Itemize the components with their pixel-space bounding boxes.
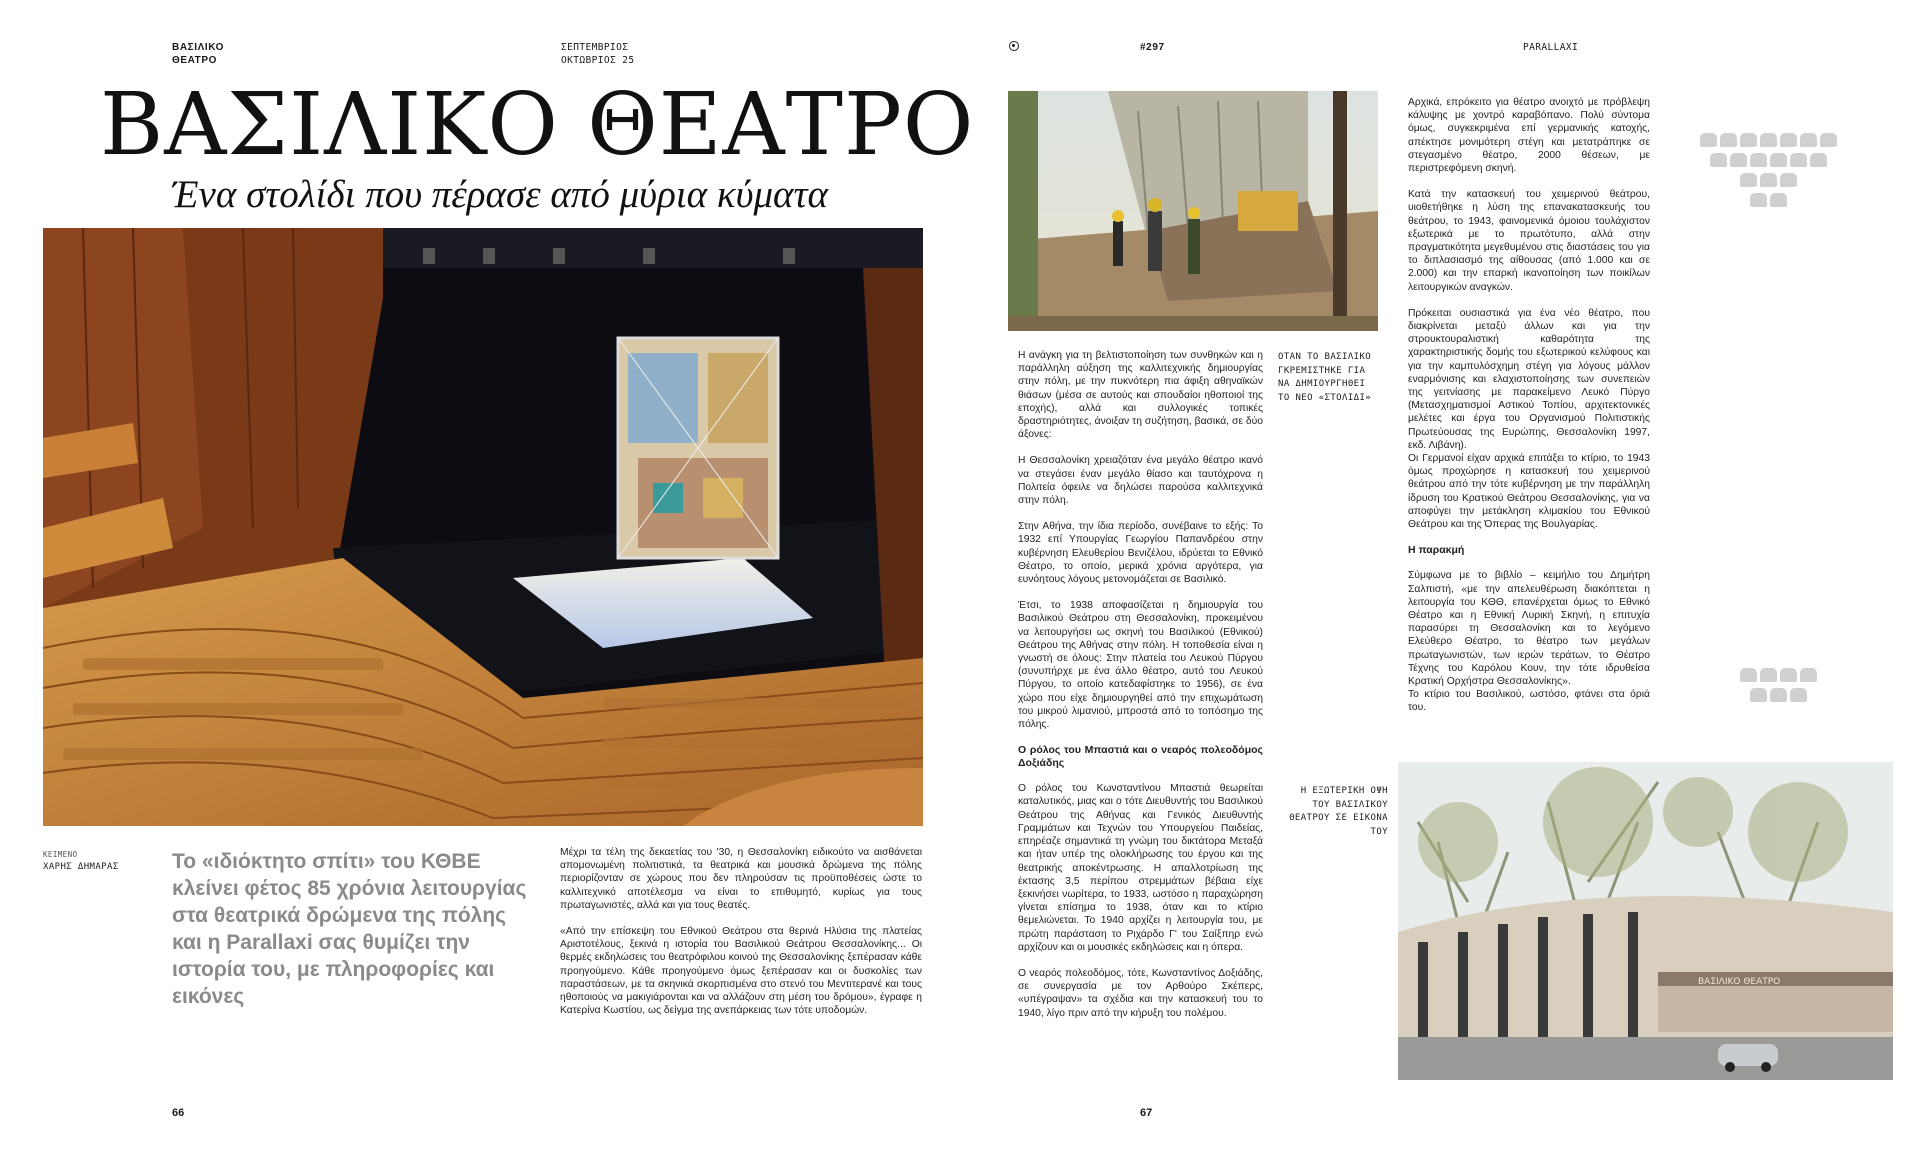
section-heading: Ο ρόλος του Μπαστιά και ο νεαρός πολεοδόμος Δοξιάδης bbox=[1018, 744, 1263, 770]
body-paragraph: Αρχικά, επρόκειτο για θέατρο ανοιχτό με πρόβλεψη κάλυψης με χοντρό καραβόπανο. Πολύ σύντομα όμως, συγκεκριμένα επί γερμανικής κατοχής, απέκτησε μονιμότερη στέγη και μετατράπηκε σε στεγασμένο θέατρο, 2000 θέσεων, με περιστρεφόμενη σκηνή. bbox=[1408, 97, 1650, 175]
caption-demolition: ΟΤΑΝ ΤΟ ΒΑΣΙΛΙΚΟ ΓΚΡΕΜΙΣΤΗΚΕ ΓΙΑ ΝΑ ΔΗΜΙΟΥΡΓΗΘΕΙ ΤΟ ΝΕΟ «ΣΤΟΛΙΔΙ» bbox=[1278, 352, 1372, 403]
body-paragraph: Μέχρι τα τέλη της δεκαετίας του '30, η Θεσσαλονίκη ειδικούτο να αισθάνεται απομονωμένη πολιτιστικά, τα θεατρικά και μουσικά δρώμενα της πόλης περιορίζονταν σε χώρους που δεν πληρούσαν τις προϋποθέσεις ώστε το καλλιτεχνικό αποτέλεσμα να είναι το επιθυμητό, κυρίως για τους πρωταγωνιστές, αλλά και για τους θεατές. bbox=[560, 847, 922, 911]
body-paragraph: Έτσι, το 1938 αποφασίζεται η δημιουργία του Βασιλικού Θεάτρου στη Θεσσαλονίκη, προκειμένου να λειτουργήσει ως σκηνή του Βασιλικού (Εθνικού) Θεάτρου της Αθήνας στην πόλη. Η τοποθεσία είναι η γνωστή σε όλους: Στην πλατεία του Λευκού Πύργου (συνυπήρχε με ένα άλλο θέατρο, αυτό του Λευκού Πύργου, το οποίο κατεδαφίστηκε το 1956), σε ένα χώρο που είχε δημιουργηθεί από την επιχωμάτωση του μικρού λιμανιού, μπροστά από το τοπόσημο της πόλης. bbox=[1018, 600, 1263, 731]
left-body-column bbox=[560, 846, 922, 1030]
theater-interior-photo bbox=[43, 228, 923, 826]
right-body-column-1 bbox=[1018, 349, 1263, 1033]
credit-name: ΧΑΡΗΣ ΔΗΜΑΡΑΣ bbox=[43, 862, 119, 872]
theater-exterior-photo bbox=[1398, 762, 1893, 1080]
brand-name: PARALLAXI bbox=[1523, 42, 1579, 53]
demolition-photo bbox=[1008, 91, 1378, 331]
section-label-line1: ΒΑΣΙΛΙΚΟ bbox=[172, 42, 225, 53]
page-subtitle: Ένα στολίδι που πέρασε από μύρια κύματα bbox=[172, 173, 828, 216]
body-paragraph: Η Θεσσαλονίκη χρειαζόταν ένα μεγάλο θέατρο ικανό να στεγάσει έναν μεγάλο θίασο και ταυτόχρονα η Πολιτεία όφειλε να δηλώσει παρούσα καλλιτεχνικά στην πόλη. bbox=[1018, 455, 1263, 507]
issue-date-line2: ΟΚΤΩΒΡΙΟΣ 25 bbox=[561, 55, 635, 66]
lead-paragraph: Το «ιδιόκτητο σπίτι» του ΚΘΒΕ κλείνει φέτος 85 χρόνια λειτουργίας στα θεατρικά δρώμενα της πόλης και η Parallaxi σας θυμίζει την ιστορία του, με πληροφορίες και εικόνες bbox=[172, 850, 527, 1008]
body-paragraph: Σύμφωνα με το βιβλίο – κειμήλιο του Δημήτρη Σαλπιστή, «με την απελευθέρωση διακόπτεται η λειτουργία του ΚΘΘ, επανέρχεται όμως το Εθνικό Θέατρο και η Εθνική Λυρική Σκηνή, η επιτυχία παρασύρει τη Θεσσαλονίκη και το λεγόμενο Ελεύθερο Θέατρο, το θέατρο των μεγάλων πρωταγωνιστών, των ιερών τεράτων, το Θέατρο Τέχνης του Καρόλου Κουν, την τότε ιδρυθείσα Κρατική Ορχήστρα Θεσσαλονίκης». Το κτίριο του Βασιλικού, ωστόσο, φτάνει στα όριά του. bbox=[1408, 570, 1650, 714]
body-paragraph: «Από την επίσκεψη του Εθνικού Θεάτρου στα θερινά Ηλύσια της πλατείας Αριστοτέλους, ξεκινά η ιστορία του Βασιλικού Θεάτρου Θεσσαλονίκης... Οι θερμές εκδηλώσεις του θεατρόφιλου κοινού της Θεσσαλονίκης ξεπέρασαν κάθε προηγούμενο. Κάθε προηγούμενο όμως ξεπέρασαν και οι δυσκολίες των παραστάσεων, με τα σκηνικά σκορπισμένα στο στενό του Μεντιτερανέ και τους ηθοποιούς να μακιγιάρονται και να αλλάζουν στη μέση του δρόμου», έγραφε η Κατερίνα Κωστίου, ως δείγμα της ανεπάρκειας των τότε υποδομών. bbox=[560, 926, 922, 1017]
issue-date bbox=[561, 41, 634, 67]
body-paragraph: Η ανάγκη για τη βελτιστοποίηση των συνθηκών και η παράλληλη αύξηση της καλλιτεχνικής δημιουργίας στην πόλη, με την πυκνότερη πια άφιξη αθηναϊκών θιάσων (μέσα σε αυτούς και σπουδαίοι ηθοποιοί της εποχής), αλλά και συλλογικές τοπικές δραστηριότητες, άνοιξαν τη συζήτηση, βασικά, σε δύο άξονες: bbox=[1018, 350, 1263, 441]
section-heading: Η παρακμή bbox=[1408, 544, 1465, 557]
page-title: ΒΑΣΙΛΙΚΟ ΘΕΑΤΡΟ bbox=[100, 75, 975, 175]
circle-bullet-icon bbox=[1009, 41, 1019, 51]
body-paragraph: Κατά την κατασκευή του χειμερινού θεάτρου, υιοθετήθηκε η λύση της επανακατασκευής του θεάτρου, το 1943, φαινομενικά όμοιου τουλάχιστον εξωτερικά με το πρωτότυπο, αλλά στην πραγματικότητα μεγεθυμένου στις διαστάσεις του για το διπλασιασμό της αίθουσας (από 1.000 και σε 2.000) και την επαρκή ικανοποίηση των ποικίλων λειτουργικών αναγκών. bbox=[1408, 189, 1650, 293]
page-number-left: 66 bbox=[172, 1107, 185, 1119]
body-paragraph: Ο ρόλος του Κωνσταντίνου Μπαστιά θεωρείται καταλυτικός, μιας και ο τότε Διευθυντής του Βασιλικού Θεάτρου της Αθήνας και Γενικός Διευθυντής Γραμμάτων και Τεχνών του Υπουργείου Παιδείας, επηρέαζε σημαντικά τη γνώμη του δικτάτορα Μεταξά και ήταν υπέρ της ολοκλήρωσης του έργου και της θεατρικής αποκέντρωσης. Η απαλλοτρίωση της έκτασης 3,5 περίπου στρεμμάτων βέβαια είχε ξεκινήσει νωρίτερα, το 1933, ωστόσο η παραχώρηση γίνεται επίσημα το 1938, όταν και το κτίριο θεμελιώνεται. Το 1940 αρχίζει η λειτουργία του, με πρώτη παράσταση το Ριχάρδο Γ' του Σαίξπηρ ενώ αρχίζουν και οι μουσικές εκδηλώσεις και η όπερα. bbox=[1018, 783, 1263, 953]
section-label-line2: ΘΕΑΤΡΟ bbox=[172, 55, 217, 66]
issue-date-line1: ΣΕΠΤΕΜΒΡΙΟΣ bbox=[561, 42, 629, 53]
theater-seats-small-icon bbox=[1740, 668, 1830, 708]
body-paragraph: Πρόκειται ουσιαστικά για ένα νέο θέατρο, που διακρίνεται μεταξύ άλλων και για την στρουκτουραλιστική καθαρότητα της χαρακτηριστικής δομής του εξωτερικού κελύφους και για την καμπυλόσχημη στέγη για λόγους μάλλον εναρμόνισης και ελαχιστοποίησης των συνεπειών της γειτνίασης με παρακείμενο Λευκό Πύργο (Μετασχηματισμοί Αστικού Τοπίου, αρχιτεκτονικές μελέτες και έργα του Οργανισμού Πολιτιστικής Πρωτεύουσας της Ευρώπης, Θεσσαλονίκη 1997, εκδ. Λιβάνη). Οι Γερμανοί είχαν αρχικά επιτάξει το κτίριο, το 1943 όμως προχώρησε η κατασκευή του χειμερινού θεάτρου από την τότε κυβέρνηση με την παράλληλη ίδρυση του Κρατικού Θεάτρου Θεσσαλονίκης, για να αποφύγει την μετάκληση κλιμακίου του Εθνικού Θεάτρου και της Όπερας της Βουλγαρίας. bbox=[1408, 307, 1650, 531]
section-label bbox=[172, 41, 224, 67]
body-paragraph: Ο νεαρός πολεοδόμος, τότε, Κωνσταντίνος Δοξιάδης, σε συνεργασία με τον Αρθούρο Σκέπερς, «υπέγραψαν» τα σχέδια και την κατασκευή του το 1940, λίγο πριν από την κήρυξη του πολέμου. bbox=[1018, 967, 1263, 1019]
body-paragraph: Στην Αθήνα, την ίδια περίοδο, συνέβαινε το εξής: Το 1932 επί Υπουργίας Γεωργίου Παπανδρέου στην κυβέρνηση Ελευθερίου Βενιζέλου, ιδρύεται το Εθνικό Θέατρο, το οποίο, μερικά χρόνια αργότερα, για ευνόητους λόγους μετονομάζεται σε Βασιλικό. bbox=[1018, 521, 1263, 586]
issue-number: #297 bbox=[1140, 42, 1165, 53]
theater-seats-icon bbox=[1700, 133, 1850, 223]
right-body-column-2 bbox=[1408, 96, 1650, 728]
caption-exterior: Η ΕΞΩΤΕΡΙΚΗ ΟΨΗ ΤΟΥ ΒΑΣΙΛΙΚΟΥ ΘΕΑΤΡΟΥ ΣΕ ΕΙΚΟΝΑ ΤΟΥ bbox=[1289, 786, 1388, 837]
page-number-right: 67 bbox=[1140, 1107, 1153, 1119]
credit-label: ΚΕΙΜΕΝΟ bbox=[43, 850, 78, 859]
theater-sign-text: ΒΑΣΙΛΙΚΟ ΘΕΑΤΡΟ bbox=[1698, 977, 1781, 987]
